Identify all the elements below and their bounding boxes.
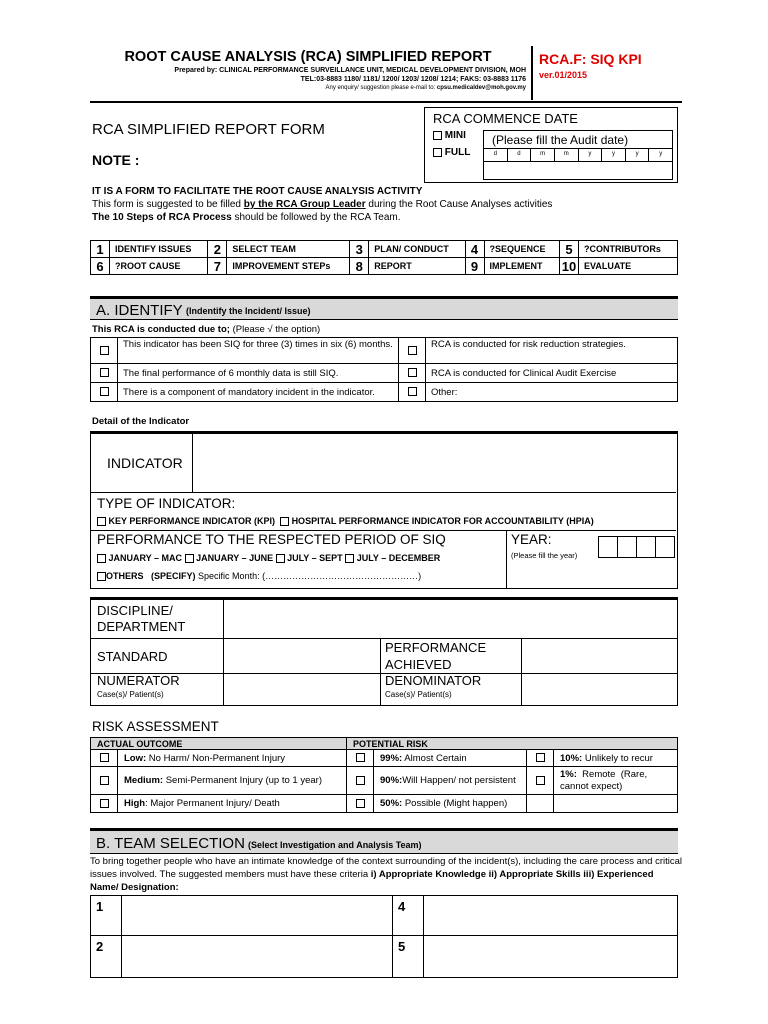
team-member-field-2[interactable]	[122, 936, 393, 978]
enquiry-email[interactable]: cpsu.medicaldev@moh.gov.my	[436, 85, 526, 91]
year-digit[interactable]	[599, 537, 618, 557]
step-label: IMPLEMENT	[484, 258, 559, 275]
mini-option[interactable]	[433, 130, 466, 141]
low-checkbox[interactable]	[100, 753, 109, 762]
p99-checkbox[interactable]	[356, 753, 365, 762]
p10-checkbox[interactable]	[536, 753, 545, 762]
reason-text-6[interactable]: Other:	[426, 383, 678, 402]
hpia-checkbox[interactable]	[280, 517, 289, 526]
numerator-field[interactable]	[224, 674, 381, 706]
performance-field[interactable]	[522, 639, 678, 674]
reason-text-4: RCA is conducted for risk reduction strategies.	[426, 338, 678, 364]
full-label: FULL	[444, 147, 471, 158]
year-divider	[506, 530, 507, 588]
intro-line-3	[92, 212, 401, 223]
denominator-field[interactable]	[522, 674, 678, 706]
form-title: RCA SIMPLIFIED REPORT FORM	[92, 121, 325, 138]
reason-checkbox-1[interactable]	[100, 346, 109, 355]
header-divider	[531, 46, 533, 100]
p10-text: Unlikely to recur	[582, 752, 653, 764]
risk-empty-cell	[554, 795, 678, 813]
header-block	[90, 48, 526, 98]
denominator-cell	[381, 674, 522, 706]
team-row-number: 4	[393, 896, 424, 936]
mini-checkbox[interactable]	[433, 131, 442, 140]
conducted-label: This RCA is conducted due to;	[92, 324, 230, 335]
full-checkbox[interactable]	[433, 148, 442, 157]
indicator-field[interactable]	[193, 434, 676, 492]
year-digit[interactable]	[618, 537, 637, 557]
others-label: OTHERS	[106, 571, 144, 581]
risk-cell[interactable]	[347, 795, 374, 813]
others-checkbox[interactable]	[97, 572, 106, 581]
reason-text-3: There is a component of mandatory incident in the indicator.	[118, 383, 399, 402]
period-checkbox-2[interactable]	[185, 554, 194, 563]
others-option	[97, 571, 421, 581]
step-label: REPORT	[369, 258, 465, 275]
discipline-field[interactable]	[224, 599, 678, 639]
period-rule	[91, 530, 676, 531]
step-label: IMPROVEMENT STEPs	[227, 258, 350, 275]
commence-title: RCA COMMENCE DATE	[433, 111, 578, 126]
p1-text: Remote (Rare, cannot expect)	[560, 768, 653, 792]
full-option[interactable]	[433, 147, 470, 158]
risk-cell[interactable]	[91, 767, 118, 795]
contact-tel: TEL:03-8883 1180/ 1181/ 1200/ 1203/ 1208/ 1214; FAKS: 03-8883 1176	[300, 76, 526, 83]
high-key: High	[124, 798, 146, 809]
enquiry-prefix: Any enquiry/ suggestion please e-mail to:	[325, 85, 437, 91]
reason-checkbox-5[interactable]	[408, 368, 417, 377]
high-checkbox[interactable]	[100, 799, 109, 808]
indicator-label: INDICATOR	[107, 455, 183, 471]
year-input[interactable]	[598, 536, 675, 558]
date-cell[interactable]: y	[579, 149, 603, 161]
reason-text-2: The final performance of 6 monthly data is still SIQ.	[118, 364, 399, 383]
rca-reasons-table	[90, 337, 678, 402]
report-title: ROOT CAUSE ANALYSIS (RCA) SIMPLIFIED REPORT	[124, 49, 492, 65]
detail-label: Detail of the Indicator	[92, 416, 190, 427]
intro-line-2	[92, 199, 552, 210]
specific-month[interactable]: Specific Month: (……………………………………………)	[195, 571, 422, 581]
p50-risk	[374, 795, 527, 813]
team-table	[90, 895, 678, 978]
p1-key: 1%:	[560, 768, 577, 780]
intro-line-2-a: This form is suggested to be filled	[92, 199, 244, 210]
numerator-hint: Case(s)/ Patient(s)	[97, 690, 164, 699]
section-b-header	[90, 828, 678, 854]
reason-cell[interactable]	[399, 383, 426, 402]
p99-key: 99%:	[380, 752, 403, 764]
reason-checkbox-6[interactable]	[408, 387, 417, 396]
discipline-table	[90, 597, 678, 706]
risk-cell[interactable]	[527, 767, 554, 795]
risk-table	[90, 737, 678, 813]
year-digit[interactable]	[656, 537, 674, 557]
step-label: PLAN/ CONDUCT	[369, 241, 465, 258]
specify-label: (SPECIFY)	[151, 571, 196, 581]
form-version: ver.01/2015	[539, 70, 588, 80]
year-digit[interactable]	[637, 537, 656, 557]
period-label-4: JULY – DECEMBER	[356, 553, 441, 563]
conducted-due-line	[92, 324, 320, 335]
period-checkbox-1[interactable]	[97, 554, 106, 563]
step-label: EVALUATE	[579, 258, 678, 275]
audit-date-field[interactable]	[483, 130, 673, 180]
step-number: 2	[208, 241, 227, 258]
low-key: Low:	[124, 752, 147, 764]
intro-line-3-b: should be followed by the RCA Team.	[231, 212, 401, 223]
step-number: 6	[91, 258, 110, 275]
team-desc-1: To bring together people who have an intimate knowledge of the context surrounding of the incident(s), including the care process and critical	[90, 856, 682, 867]
header-rule	[90, 101, 682, 103]
section-a-subtitle: (Indentify the Incident/ Issue)	[186, 306, 311, 316]
performance-label: PERFORMANCE ACHIEVED	[381, 639, 522, 674]
section-a-header	[90, 296, 678, 320]
reason-cell[interactable]	[91, 364, 118, 383]
intro-line-2-c: during the Root Cause Analyses activities	[365, 199, 553, 210]
p90-checkbox[interactable]	[356, 776, 365, 785]
step-label: ?CONTRIBUTORs	[579, 241, 678, 258]
reason-cell[interactable]	[399, 364, 426, 383]
date-cell[interactable]: d	[508, 149, 532, 161]
p90-risk	[374, 767, 527, 795]
team-member-field-1[interactable]	[122, 896, 393, 936]
team-row-number: 1	[91, 896, 122, 936]
p90-key: 90%:	[380, 775, 403, 786]
p50-text: Possible (Might happen)	[402, 798, 508, 809]
reason-cell[interactable]	[399, 338, 426, 364]
reason-cell[interactable]	[91, 338, 118, 364]
prepared-by: Prepared by: CLINICAL PERFORMANCE SURVEILLANCE UNIT, MEDICAL DEVELOPMENT DIVISION, MOH	[174, 67, 526, 74]
note-label: NOTE :	[92, 152, 140, 168]
team-criteria: i) Appropriate Knowledge ii) Appropriate Skills iii) Experienced	[370, 869, 654, 880]
actual-outcome-header: ACTUAL OUTCOME	[91, 738, 347, 750]
year-hint: (Please fill the year)	[511, 551, 578, 560]
date-cell[interactable]: y	[659, 151, 663, 157]
year-label: YEAR:	[511, 532, 552, 547]
p50-checkbox[interactable]	[356, 799, 365, 808]
step-label: SELECT TEAM	[227, 241, 350, 258]
p99-text: Almost Certain	[402, 752, 467, 764]
low-outcome	[118, 750, 347, 767]
step-number: 5	[560, 241, 579, 258]
step-number: 10	[560, 258, 579, 275]
high-outcome	[118, 795, 347, 813]
reason-checkbox-4[interactable]	[408, 346, 417, 355]
period-label-3: JULY – SEPT	[287, 553, 343, 563]
indicator-block	[90, 431, 678, 589]
team-row-number: 2	[91, 936, 122, 978]
period-label-2: JANUARY – JUNE	[196, 553, 274, 563]
risk-cell[interactable]	[347, 767, 374, 795]
kpi-checkbox[interactable]	[97, 517, 106, 526]
indicator-type-options	[97, 516, 594, 526]
step-number: 1	[91, 241, 110, 258]
section-b-title: B. TEAM SELECTION	[96, 835, 245, 852]
section-a-title: A. IDENTIFY	[96, 302, 183, 319]
medium-checkbox[interactable]	[100, 776, 109, 785]
indicator-row	[91, 434, 676, 493]
intro-line-3-a: The 10 Steps of RCA Process	[92, 212, 232, 223]
reason-text-5: RCA is conducted for Clinical Audit Exercise	[426, 364, 678, 383]
team-desc-2-a: issues involved. The suggested members must have these criteria	[90, 869, 371, 880]
reason-cell[interactable]	[91, 383, 118, 402]
p50-key: 50%:	[380, 798, 403, 809]
risk-empty-cell	[527, 795, 554, 813]
hpia-label: HOSPITAL PERFORMANCE INDICATOR FOR ACCOUNTABILITY (HPIA)	[291, 516, 594, 526]
date-cell[interactable]: y	[602, 149, 626, 161]
date-cell[interactable]: d	[484, 149, 508, 161]
reason-checkbox-3[interactable]	[100, 387, 109, 396]
date-cell[interactable]: m	[555, 149, 579, 161]
form-code: RCA.F: SIQ KPI	[539, 51, 642, 67]
rca-steps-table	[90, 240, 678, 275]
step-number: 9	[465, 258, 484, 275]
date-cell[interactable]: y	[626, 149, 650, 161]
denominator-hint: Case(s)/ Patient(s)	[385, 690, 452, 699]
discipline-label: DISCIPLINE/ DEPARTMENT	[91, 599, 224, 639]
p10-key: 10%:	[560, 752, 583, 764]
medium-outcome	[118, 767, 347, 795]
reason-text-1: This indicator has been SIQ for three (3) times in six (6) months.	[118, 338, 399, 364]
step-label: ?SEQUENCE	[484, 241, 559, 258]
risk-title: RISK ASSESSMENT	[92, 719, 219, 734]
intro-line-2-b: by the RCA Group Leader	[243, 199, 366, 210]
mini-label: MINI	[444, 130, 466, 141]
period-label: PERFORMANCE TO THE RESPECTED PERIOD OF SIQ	[97, 532, 446, 547]
medium-text: Semi-Permanent Injury (up to 1 year)	[163, 775, 322, 786]
p1-risk	[554, 767, 678, 795]
step-label: ?ROOT CAUSE	[110, 258, 208, 275]
commence-date-box	[424, 107, 678, 183]
date-cell[interactable]: m	[531, 149, 555, 161]
low-text: No Harm/ Non-Permanent Injury	[146, 752, 286, 764]
step-number: 7	[208, 258, 227, 275]
standard-field[interactable]	[224, 639, 381, 674]
numerator-label: NUMERATOR	[97, 673, 180, 688]
team-row-number: 5	[393, 936, 424, 978]
period-checkbox-3[interactable]	[276, 554, 285, 563]
reason-checkbox-2[interactable]	[100, 368, 109, 377]
medium-key: Medium:	[124, 775, 164, 786]
standard-label: STANDARD	[91, 639, 224, 674]
p99-risk	[374, 750, 527, 767]
indicator-type-label: TYPE OF INDICATOR:	[97, 496, 236, 511]
date-cells	[484, 148, 672, 162]
period-label-1: JANUARY – MAC	[108, 553, 183, 563]
team-desc-2	[90, 869, 654, 880]
conducted-hint: (Please √ the option)	[229, 324, 321, 335]
team-member-field-5[interactable]	[424, 936, 678, 978]
period-options	[97, 553, 440, 563]
high-text: : Major Permanent Injury/ Death	[145, 798, 280, 809]
risk-cell[interactable]	[527, 750, 554, 767]
team-member-field-4[interactable]	[424, 896, 678, 936]
audit-date-hint: (Please fill the Audit date)	[492, 133, 629, 147]
p90-text: Will Happen/ not persistent	[402, 775, 516, 786]
risk-cell[interactable]	[91, 795, 118, 813]
step-label: IDENTIFY ISSUES	[110, 241, 208, 258]
name-designation-label: Name/ Designation:	[90, 882, 179, 893]
step-number: 8	[350, 258, 369, 275]
kpi-label: KEY PERFORMANCE INDICATOR (KPI)	[108, 516, 276, 526]
risk-cell[interactable]	[347, 750, 374, 767]
risk-cell[interactable]	[91, 750, 118, 767]
numerator-cell	[91, 674, 224, 706]
period-checkbox-4[interactable]	[345, 554, 354, 563]
section-b-subtitle: (Select Investigation and Analysis Team)	[248, 840, 422, 850]
step-number: 4	[465, 241, 484, 258]
enquiry-line	[90, 84, 526, 93]
denominator-label: DENOMINATOR	[385, 673, 482, 688]
p10-risk	[554, 750, 678, 767]
potential-risk-header: POTENTIAL RISK	[347, 738, 678, 750]
p1-checkbox[interactable]	[536, 776, 545, 785]
step-number: 3	[350, 241, 369, 258]
intro-line-1: IT IS A FORM TO FACILITATE THE ROOT CAUSE ANALYSIS ACTIVITY	[92, 186, 423, 197]
